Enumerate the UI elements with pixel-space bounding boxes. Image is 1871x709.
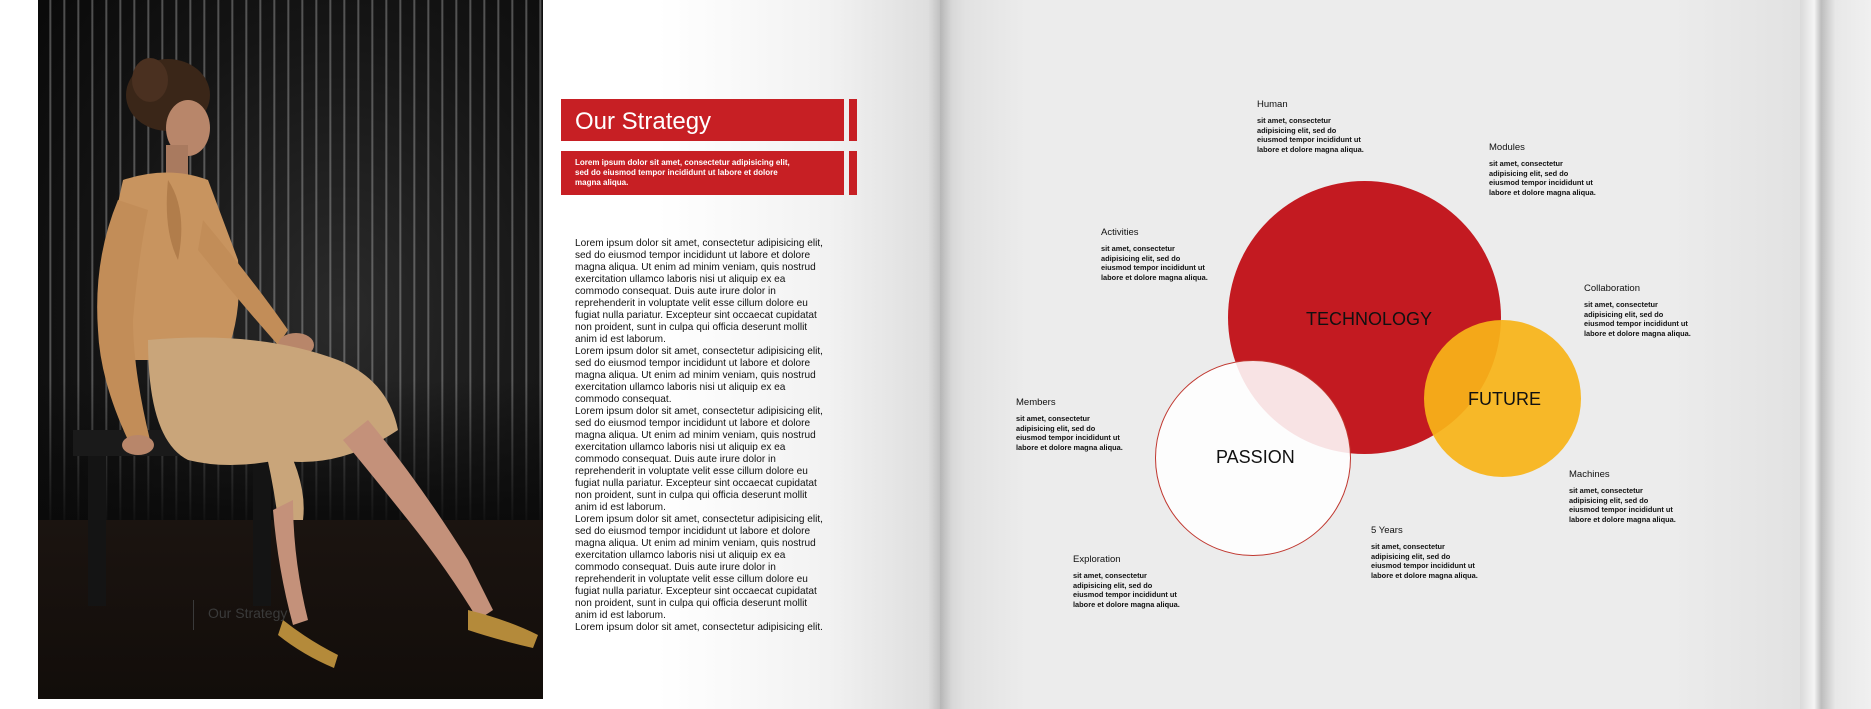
- intro-text: Lorem ipsum dolor sit amet, consectetur adipisicing elit, sed do eiusmod tempor incididunt ut labore et dolore magna aliqua.: [575, 158, 790, 187]
- node-title: Exploration: [1073, 554, 1121, 565]
- node-description: sit amet, consectetur adipisicing elit, sed do eiusmod tempor incididunt ut labore et dolore magna aliqua.: [1569, 486, 1676, 524]
- node-title: Modules: [1489, 142, 1525, 153]
- body-paragraph: Lorem ipsum dolor sit amet, consectetur adipisicing elit, sed do eiusmod tempor incididunt ut labore et dolore magna aliqua. Ut enim ad minim veniam, quis nostrud exercitation ullamco laboris nisi ut aliquip ex ea commodo consequat. Duis aute irure dolor in reprehenderit in voluptate velit esse cillum dolore eu fugiat nulla pariatur. Excepteur sint occaecat cupidatat non proident, sunt in culpa qui officia deserunt mollit anim id est laborum.: [575, 238, 823, 345]
- node-title: Activities: [1101, 227, 1139, 238]
- photo-caption: Our Strategy: [208, 605, 288, 621]
- node-activities: [1101, 227, 1209, 282]
- node-collaboration: [1584, 283, 1692, 338]
- node-title: 5 Years: [1371, 525, 1403, 536]
- node-description: sit amet, consectetur adipisicing elit, sed do eiusmod tempor incididunt ut labore et dolore magna aliqua.: [1584, 300, 1691, 338]
- node-title: Machines: [1569, 469, 1610, 480]
- body-text: [575, 238, 830, 634]
- node-title: Members: [1016, 397, 1056, 408]
- technology-label: TECHNOLOGY: [1306, 309, 1433, 329]
- future-label: FUTURE: [1468, 389, 1541, 409]
- page-title: Our Strategy: [575, 108, 712, 135]
- page-edge: [1800, 0, 1871, 709]
- passion-label: PASSION: [1216, 447, 1295, 467]
- book-gutter: [928, 0, 952, 709]
- node-description: sit amet, consectetur adipisicing elit, sed do eiusmod tempor incididunt ut labore et dolore magna aliqua.: [1371, 542, 1478, 580]
- node-exploration: [1073, 554, 1181, 609]
- node-description: sit amet, consectetur adipisicing elit, sed do eiusmod tempor incididunt ut labore et dolore magna aliqua.: [1016, 414, 1123, 452]
- node-machines: [1569, 469, 1677, 524]
- node-description: sit amet, consectetur adipisicing elit, sed do eiusmod tempor incididunt ut labore et dolore magna aliqua.: [1489, 159, 1596, 197]
- seated-woman-figure: [38, 0, 543, 699]
- model-photo: [38, 0, 543, 699]
- body-paragraph: Lorem ipsum dolor sit amet, consectetur adipisicing elit, sed do eiusmod tempor incididunt ut labore et dolore magna aliqua. Ut enim ad minim veniam, quis nostrud exercitation ullamco laboris nisi ut aliquip ex ea commodo consequat. Duis aute irure dolor in reprehenderit in voluptate velit esse cillum dolore eu fugiat nulla pariatur. Excepteur sint occaecat cupidatat non proident, sunt in culpa qui officia deserunt mollit anim id est laborum.: [575, 406, 823, 513]
- node-title: Human: [1257, 99, 1288, 110]
- node-description: sit amet, consectetur adipisicing elit, sed do eiusmod tempor incididunt ut labore et dolore magna aliqua.: [1073, 571, 1180, 609]
- node-modules: [1489, 142, 1597, 197]
- node-members: [1016, 397, 1124, 452]
- node-title: Collaboration: [1584, 283, 1640, 294]
- body-paragraph: Lorem ipsum dolor sit amet, consectetur adipisicing elit, sed do eiusmod tempor incididunt ut labore et dolore magna aliqua. Ut enim ad minim veniam, quis nostrud exercitation ullamco laboris nisi ut aliquip ex ea commodo consequat.: [575, 346, 823, 405]
- node-5-years: [1371, 525, 1479, 580]
- node-human: [1257, 99, 1365, 154]
- node-description: sit amet, consectetur adipisicing elit, sed do eiusmod tempor incididunt ut labore et dolore magna aliqua.: [1101, 244, 1208, 282]
- body-paragraph: Lorem ipsum dolor sit amet, consectetur adipisicing elit, sed do eiusmod tempor incididunt ut labore et dolore magna aliqua. Ut enim ad minim veniam, quis nostrud exercitation ullamco laboris nisi ut aliquip ex ea commodo consequat. Duis aute irure dolor in reprehenderit in voluptate velit esse cillum dolore eu fugiat nulla pariatur. Excepteur sint occaecat cupidatat non proident, sunt in culpa qui officia deserunt mollit anim id est laborum.: [575, 514, 823, 621]
- node-description: sit amet, consectetur adipisicing elit, sed do eiusmod tempor incididunt ut labore et dolore magna aliqua.: [1257, 116, 1364, 154]
- body-paragraph: Lorem ipsum dolor sit amet, consectetur adipisicing elit.: [575, 622, 823, 633]
